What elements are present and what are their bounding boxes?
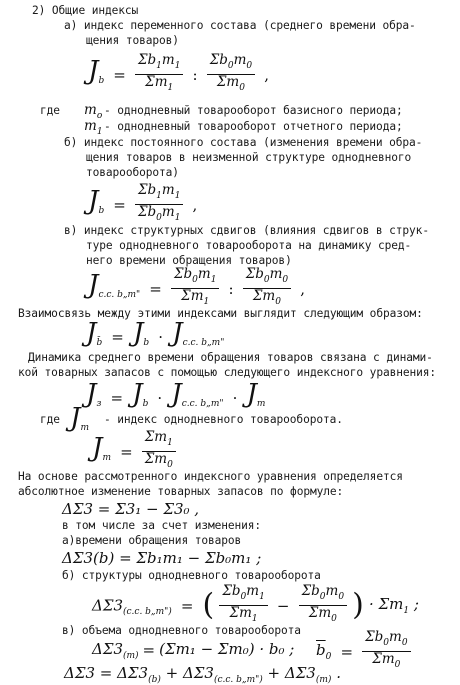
- text-where: где: [40, 413, 60, 426]
- formula-change-by-structure: $\Delta\Sigma 3_{(c.c. b„m")}$ = ( $\frac{\Sigma b_0m_1}{\Sigma m_1}$ − $\frac{\Sigma b_0m_0}{\Sigma m_0}$ ) · $\Sigma m_1$ ;: [92, 583, 419, 624]
- formula-change-by-volume: $\Delta\Sigma 3_{(m)} = (\Sigma m_1 - \Sigma m_0) \cdot b_0$ ;: [92, 640, 295, 661]
- text-line: а)времени обращения товаров: [62, 534, 242, 547]
- formula-constant-index: $J_b$ = $\frac{\Sigma b_1m_1}{\Sigma b_0m_1}$ ,: [88, 182, 198, 223]
- text-line: кой товарных запасов с помощью следующего индексного уравнения:: [18, 366, 437, 379]
- formula-inventory-index: $J_з = J_b \cdot J_{c.c. b„m"} \cdot J_m$: [86, 379, 266, 409]
- formula-average-time: $\overline{b}_0$ = $\frac{\Sigma b_0m_0}{\Sigma m_0}$: [316, 630, 411, 673]
- text-line: а) индекс переменного состава (среднего времени обра-: [64, 19, 416, 32]
- text-line: Динамика среднего времени обращения товаров связана с динами-: [28, 351, 433, 364]
- text-line: туре однодневного товарооборота на динамику сред-: [86, 239, 412, 252]
- text-line: абсолютное изменение товарных запасов по формуле:: [18, 485, 344, 498]
- text-line: - однодневный товарооборот базисного периода;: [104, 104, 403, 117]
- text-line: б) структуры однодневного товарооборота: [62, 569, 321, 582]
- symbol-m0: $m_o$: [84, 102, 103, 121]
- heading-general-indices: 2) Общие индексы: [32, 4, 139, 17]
- text-line: - индекс однодневного товарооборота.: [104, 413, 343, 426]
- text-line: Взаимосвязь между этими индексами выглядит следующим образом:: [18, 307, 423, 320]
- text-line: щения товаров): [86, 34, 179, 47]
- text-where: где: [40, 104, 60, 117]
- formula-turnover-index: $J_m$ = $\frac{\Sigma m_1}{\Sigma m_0}$: [92, 430, 176, 473]
- text-line: товарооборота): [86, 166, 179, 179]
- text-line: - однодневный товарооборот отчетного периода;: [104, 120, 403, 133]
- symbol-m1: $m_1$: [84, 118, 103, 137]
- formula-variable-index: $J_b$ = $\frac{\Sigma b_1m_1}{\Sigma m_1}$ : $\frac{\Sigma b_0m_0}{\Sigma m_0}$ ,: [88, 52, 270, 93]
- symbol-jm: $J_m$: [70, 403, 89, 433]
- text-line: в) объема однодневного товарооборота: [62, 624, 301, 637]
- text-line: него времени обращения товаров): [86, 254, 292, 267]
- text-line: б) индекс постоянного состава (изменения времени обра-: [64, 136, 423, 149]
- formula-change-by-time: ΔΣ3(b) = Σb₁m₁ − Σb₀m₁ ;: [62, 549, 262, 567]
- text-line: щения товаров в неизменной структуре однодневного: [86, 151, 412, 164]
- text-line: в том числе за счет изменения:: [62, 519, 262, 532]
- formula-structural-index: $J_{c.c. b„m"}$ = $\frac{\Sigma b_0m_1}{\Sigma m_1}$ : $\frac{\Sigma b_0m_0}{\Sigma m_0}$ ,: [88, 266, 306, 307]
- formula-relation: $J_{b̄} = J_b \cdot J_{c.c. b„m"}$: [86, 318, 225, 348]
- text-line: На основе рассмотренного индексного уравнения определяется: [18, 470, 403, 483]
- formula-total-change: ΔΣ3 = Σ3₁ − Σ3₀ ,: [62, 500, 200, 518]
- text-line: в) индекс структурных сдвигов (влияния сдвигов в струк-: [64, 224, 429, 237]
- formula-final-sum: $\Delta\Sigma 3 = \Delta\Sigma 3_{(b)} + \Delta\Sigma 3_{(c.c. b„m")} + \Delta\Sigma 3_{(m)}$ .: [64, 664, 341, 685]
